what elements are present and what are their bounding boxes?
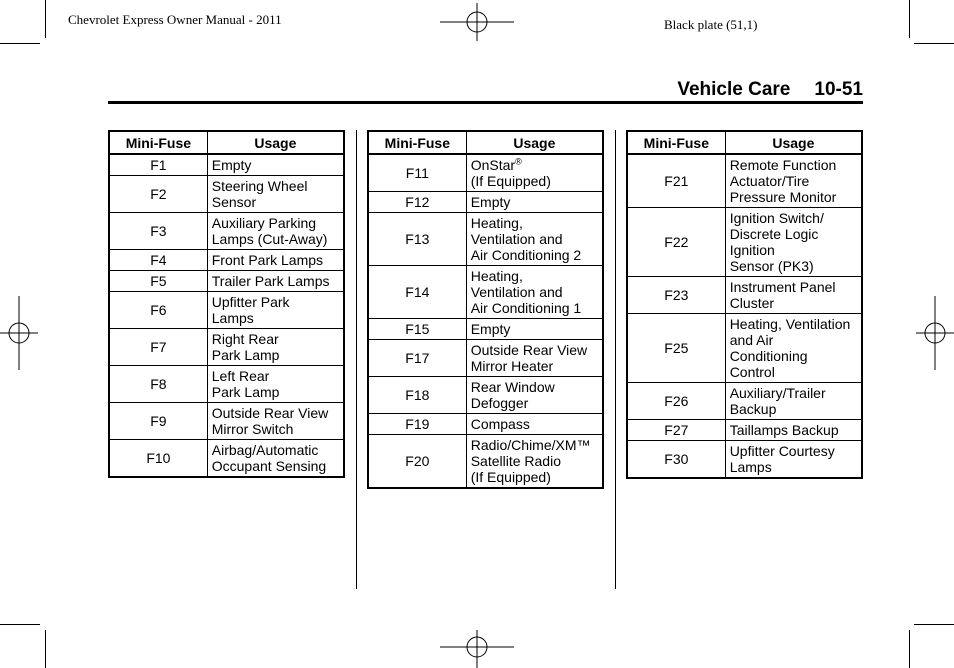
usage-text: Lamps <box>211 310 254 326</box>
usage-line <box>471 284 598 300</box>
usage-line <box>730 422 857 438</box>
usage-text: Auxiliary/Trailer <box>729 385 826 401</box>
usage-text: Front Park Lamps <box>211 252 324 268</box>
usage-text: Pressure Monitor <box>729 189 837 205</box>
fuse-id-cell: F26 <box>627 383 725 420</box>
page-number: 10-51 <box>814 79 863 100</box>
usage-text: OnStar <box>470 157 516 173</box>
table-row <box>109 366 344 403</box>
usage-line <box>730 189 857 205</box>
usage-line <box>730 279 857 295</box>
usage-text: Outside Rear View <box>211 405 329 421</box>
usage-line <box>212 231 339 247</box>
usage-text: Rear Window <box>470 379 555 395</box>
fuse-id-cell: F7 <box>109 329 207 366</box>
usage-cell <box>725 208 862 277</box>
table-row <box>368 435 603 489</box>
fuse-table <box>367 130 604 489</box>
usage-line <box>730 364 857 380</box>
usage-text: Ventilation and <box>470 231 563 247</box>
usage-text: Occupant Sensing <box>211 458 327 474</box>
table-row <box>627 314 862 383</box>
usage-text: Upfitter Courtesy <box>729 443 835 459</box>
usage-text: Mirror Heater <box>470 358 554 374</box>
table-row <box>109 440 344 478</box>
usage-line <box>730 210 857 226</box>
fuse-id-cell: F9 <box>109 403 207 440</box>
usage-text: Outside Rear View <box>470 342 588 358</box>
usage-line <box>212 194 339 210</box>
usage-line <box>212 294 339 310</box>
usage-text: Airbag/Automatic <box>211 442 319 458</box>
usage-line <box>730 401 857 417</box>
usage-text: Remote Function <box>729 157 837 173</box>
usage-cell <box>466 340 603 377</box>
usage-text: (If Equipped) <box>470 469 551 485</box>
usage-text: Upfitter Park <box>211 294 290 310</box>
usage-line <box>471 395 598 411</box>
fuse-id-cell: F17 <box>368 340 466 377</box>
usage-line <box>471 321 598 337</box>
fuse-id-cell: F4 <box>109 250 207 271</box>
table-row <box>627 277 862 314</box>
fuse-id-cell: F12 <box>368 192 466 213</box>
usage-text: Sensor <box>211 194 257 210</box>
table-row <box>109 292 344 329</box>
usage-line <box>730 316 857 332</box>
header-rule <box>108 101 863 104</box>
usage-line <box>471 215 598 231</box>
usage-cell <box>725 420 862 441</box>
usage-line <box>730 348 857 364</box>
usage-text: Sensor (PK3) <box>729 258 814 274</box>
usage-line <box>471 194 598 210</box>
table-row <box>368 154 603 192</box>
usage-text: and Air <box>729 332 774 348</box>
crop-mark <box>45 630 46 668</box>
usage-line <box>730 242 857 258</box>
usage-line <box>471 416 598 432</box>
usage-text: Taillamps Backup <box>729 422 839 438</box>
usage-line <box>730 258 857 274</box>
usage-cell <box>725 314 862 383</box>
usage-cell <box>466 319 603 340</box>
usage-text: Backup <box>729 401 777 417</box>
fuse-id-cell: F11 <box>368 154 466 192</box>
table-row <box>109 176 344 213</box>
usage-cell <box>725 277 862 314</box>
usage-cell <box>207 213 344 250</box>
column-header-fuse: Mini-Fuse <box>368 131 466 154</box>
usage-text: Cluster <box>729 295 775 311</box>
fuse-id-cell: F6 <box>109 292 207 329</box>
usage-line <box>730 157 857 173</box>
fuse-id-cell: F13 <box>368 213 466 266</box>
table-row <box>109 329 344 366</box>
table-row <box>368 319 603 340</box>
usage-cell <box>207 250 344 271</box>
table-row <box>627 383 862 420</box>
usage-line <box>212 368 339 384</box>
usage-text: Park Lamp <box>211 384 280 400</box>
usage-text: (If Equipped) <box>470 173 551 189</box>
usage-text: Satellite Radio <box>470 453 561 469</box>
usage-line <box>471 268 598 284</box>
registration-mark-icon <box>440 628 516 668</box>
usage-text: Radio/Chime/XM™ <box>470 437 591 453</box>
table-row <box>109 271 344 292</box>
usage-cell <box>725 154 862 208</box>
usage-line <box>212 310 339 326</box>
usage-line <box>212 252 339 268</box>
usage-line <box>471 437 598 453</box>
usage-line <box>471 358 598 374</box>
usage-text: Right Rear <box>211 331 279 347</box>
registration-mark-icon <box>914 296 954 372</box>
usage-text: Ventilation and <box>470 284 563 300</box>
fuse-id-cell: F20 <box>368 435 466 489</box>
fuse-id-cell: F25 <box>627 314 725 383</box>
usage-text: Heating, <box>470 215 523 231</box>
usage-text: Lamps <box>729 459 772 475</box>
usage-cell <box>466 154 603 192</box>
crop-mark <box>45 0 46 38</box>
usage-text: Lamps (Cut-Away) <box>211 231 328 247</box>
fuse-id-cell: F10 <box>109 440 207 478</box>
usage-cell <box>207 329 344 366</box>
usage-text: Park Lamp <box>211 347 280 363</box>
column-header-fuse: Mini-Fuse <box>627 131 725 154</box>
fuse-id-cell: F22 <box>627 208 725 277</box>
usage-line <box>730 295 857 311</box>
table-row <box>109 250 344 271</box>
fuse-id-cell: F2 <box>109 176 207 213</box>
usage-cell <box>466 213 603 266</box>
usage-text: Conditioning <box>729 348 808 364</box>
usage-cell <box>466 192 603 213</box>
usage-line <box>730 332 857 348</box>
usage-line <box>730 385 857 401</box>
table-row <box>109 154 344 176</box>
usage-text: Discrete Logic <box>729 226 819 242</box>
plate-label: Black plate (51,1) <box>664 17 758 32</box>
usage-line <box>471 231 598 247</box>
table-row <box>109 213 344 250</box>
fuse-id-cell: F5 <box>109 271 207 292</box>
crop-mark <box>914 624 954 625</box>
usage-text: Heating, Ventilation <box>729 316 851 332</box>
fuse-id-cell: F8 <box>109 366 207 403</box>
usage-line <box>212 458 339 474</box>
table-row <box>368 414 603 435</box>
usage-line <box>471 173 598 189</box>
usage-cell <box>207 271 344 292</box>
usage-line <box>212 421 339 437</box>
usage-cell <box>466 435 603 489</box>
registration-mark-icon <box>440 3 516 43</box>
crop-mark <box>909 0 910 38</box>
usage-line <box>471 453 598 469</box>
table-row <box>627 154 862 208</box>
fuse-id-cell: F21 <box>627 154 725 208</box>
fuse-id-cell: F30 <box>627 441 725 479</box>
usage-line <box>212 405 339 421</box>
table-row <box>368 192 603 213</box>
table-row <box>627 208 862 277</box>
usage-text: Air Conditioning 1 <box>470 300 582 316</box>
usage-text: Empty <box>470 321 511 337</box>
usage-line <box>212 273 339 289</box>
fuse-table <box>108 130 345 478</box>
usage-line <box>471 247 598 263</box>
fuse-id-cell: F27 <box>627 420 725 441</box>
section-title: Vehicle Care <box>677 79 791 100</box>
usage-text: Defogger <box>470 395 529 411</box>
usage-line <box>471 157 598 173</box>
usage-text: Compass <box>470 416 530 432</box>
usage-text: Actuator/Tire <box>729 173 810 189</box>
registered-mark: ® <box>515 156 522 167</box>
table-row <box>368 213 603 266</box>
usage-text: Left Rear <box>211 368 270 384</box>
registration-mark-icon <box>0 296 40 372</box>
usage-line <box>471 379 598 395</box>
usage-text: Trailer Park Lamps <box>211 273 330 289</box>
column-header-usage: Usage <box>725 131 862 154</box>
section-header <box>677 79 863 101</box>
usage-text: Instrument Panel <box>729 279 836 295</box>
crop-mark <box>909 630 910 668</box>
crop-mark <box>0 43 40 44</box>
table-row <box>368 340 603 377</box>
usage-line <box>730 443 857 459</box>
usage-cell <box>466 266 603 319</box>
usage-cell <box>207 366 344 403</box>
usage-text: Empty <box>470 194 511 210</box>
column-header-fuse: Mini-Fuse <box>109 131 207 154</box>
usage-line <box>471 342 598 358</box>
usage-line <box>212 157 339 173</box>
usage-line <box>730 173 857 189</box>
manual-title: Chevrolet Express Owner Manual - 2011 <box>68 12 282 27</box>
usage-line <box>212 215 339 231</box>
usage-text: Ignition <box>729 242 775 258</box>
usage-line <box>212 384 339 400</box>
column-divider <box>356 130 357 589</box>
fuse-id-cell: F14 <box>368 266 466 319</box>
usage-text: Mirror Switch <box>211 421 294 437</box>
usage-line <box>471 469 598 485</box>
crop-mark <box>914 43 954 44</box>
fuse-id-cell: F23 <box>627 277 725 314</box>
usage-line <box>212 347 339 363</box>
fuse-id-cell: F3 <box>109 213 207 250</box>
usage-text: Ignition Switch/ <box>729 210 824 226</box>
table-row <box>368 377 603 414</box>
column-header-usage: Usage <box>466 131 603 154</box>
table-row <box>627 420 862 441</box>
fuse-id-cell: F1 <box>109 154 207 176</box>
fuse-id-cell: F15 <box>368 319 466 340</box>
usage-text: Heating, <box>470 268 523 284</box>
usage-line <box>212 178 339 194</box>
table-row <box>627 441 862 479</box>
usage-line <box>212 331 339 347</box>
usage-cell <box>207 176 344 213</box>
usage-text: Control <box>729 364 775 380</box>
usage-cell <box>207 154 344 176</box>
usage-cell <box>466 414 603 435</box>
table-row <box>368 266 603 319</box>
usage-cell <box>207 440 344 478</box>
fuse-id-cell: F18 <box>368 377 466 414</box>
usage-text: Steering Wheel <box>211 178 308 194</box>
fuse-table <box>626 130 863 479</box>
usage-text: Empty <box>211 157 252 173</box>
usage-line <box>471 300 598 316</box>
usage-cell <box>207 292 344 329</box>
column-header-usage: Usage <box>207 131 344 154</box>
usage-cell <box>725 383 862 420</box>
usage-line <box>730 459 857 475</box>
usage-cell <box>466 377 603 414</box>
fuse-id-cell: F19 <box>368 414 466 435</box>
column-divider <box>615 130 616 589</box>
usage-cell <box>207 403 344 440</box>
table-row <box>109 403 344 440</box>
crop-mark <box>0 624 40 625</box>
usage-line <box>730 226 857 242</box>
usage-text: Auxiliary Parking <box>211 215 317 231</box>
usage-line <box>212 442 339 458</box>
usage-text: Air Conditioning 2 <box>470 247 582 263</box>
usage-cell <box>725 441 862 479</box>
